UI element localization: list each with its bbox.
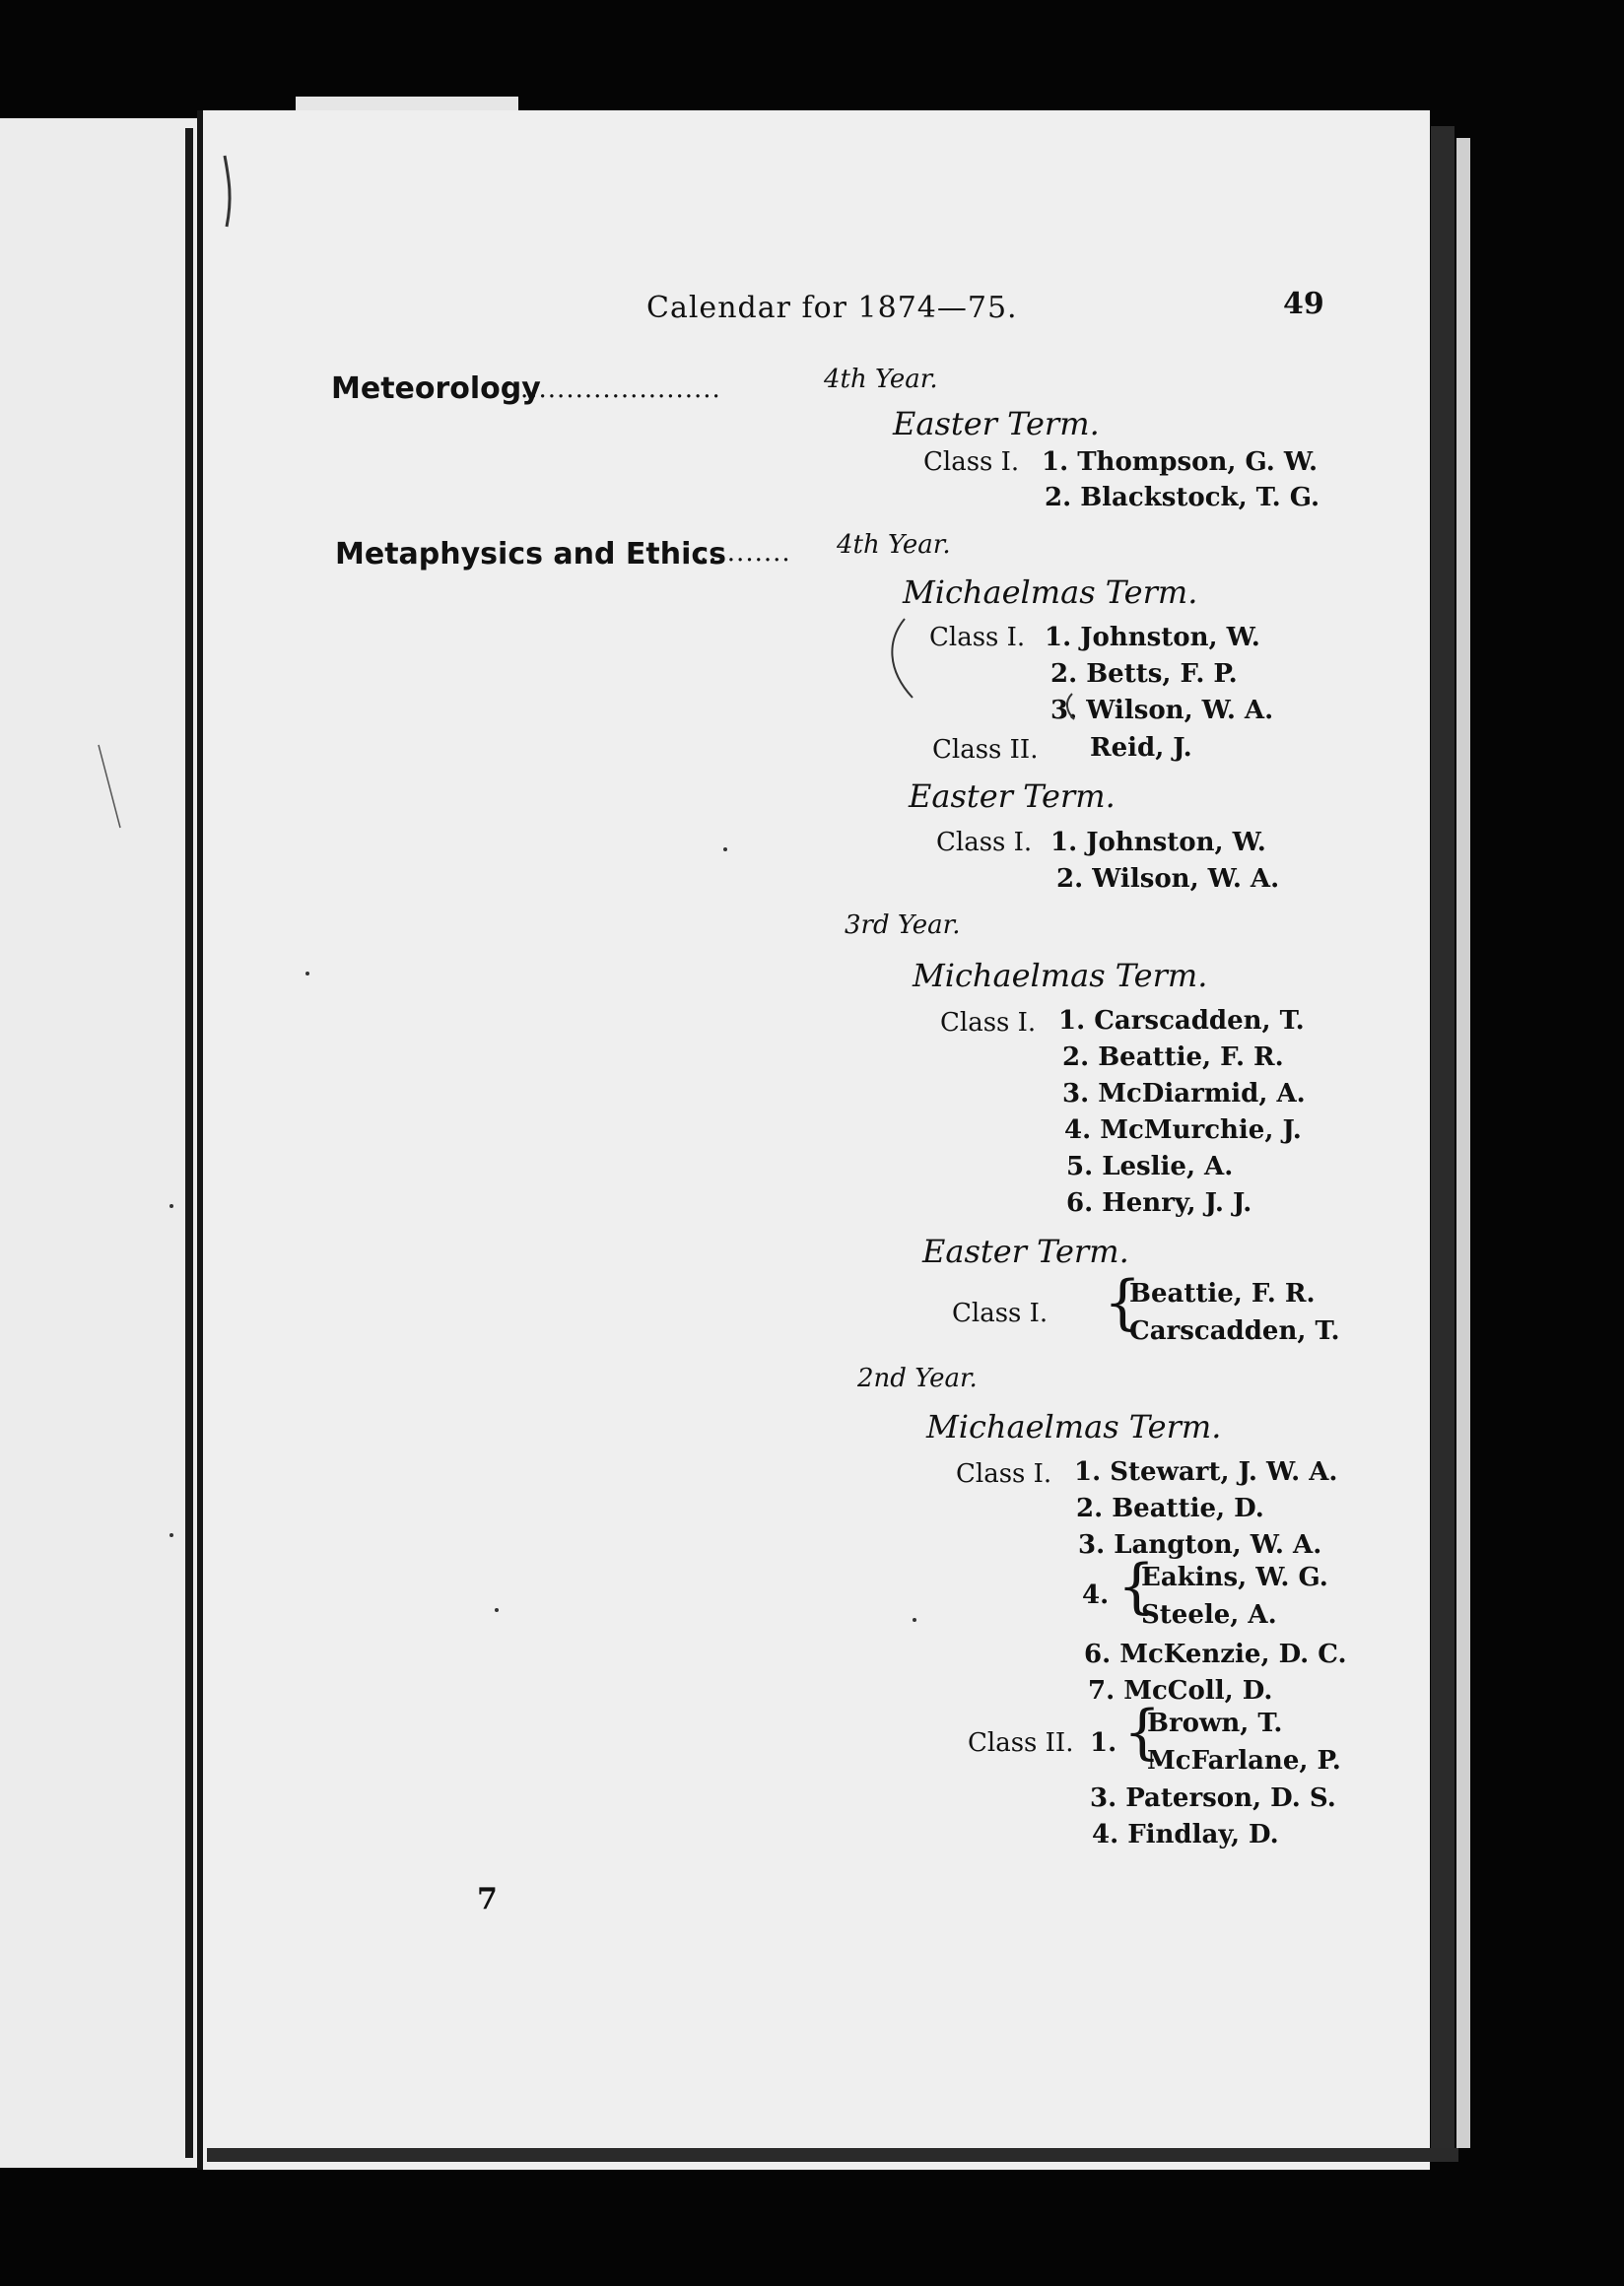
class-label: Class I. bbox=[952, 1299, 1049, 1328]
list-item: 3. McDiarmid, A. bbox=[1062, 1079, 1306, 1109]
list-item: Carscadden, T. bbox=[1129, 1316, 1340, 1346]
leader-dots: ...................... bbox=[520, 374, 721, 404]
speck bbox=[495, 1608, 499, 1612]
year-label: 4th Year. bbox=[824, 365, 938, 394]
list-item: 1. Thompson, G. W. bbox=[1042, 447, 1319, 477]
list-item: 1. Johnston, W. bbox=[1050, 828, 1266, 857]
term-label: Michaelmas Term. bbox=[903, 573, 1198, 611]
class-label: Class I. bbox=[956, 1459, 1052, 1489]
list-item: 5. Leslie, A. bbox=[1066, 1152, 1234, 1181]
speck bbox=[913, 1618, 916, 1622]
list-item: 3. Wilson, W. A. bbox=[1050, 696, 1274, 725]
list-item: 6. Henry, J. J. bbox=[1066, 1188, 1252, 1218]
tie-number: 1. bbox=[1090, 1728, 1117, 1758]
list-item: 1. Johnston, W. bbox=[1045, 623, 1260, 652]
running-title: Calendar for 1874—75. bbox=[646, 291, 1018, 325]
list-item: 2. Betts, F. P. bbox=[1050, 659, 1238, 689]
class-label: Class II. bbox=[932, 735, 1039, 765]
list-item: McFarlane, P. bbox=[1147, 1746, 1341, 1776]
list-item: Reid, J. bbox=[1090, 733, 1192, 763]
brace-icon: { bbox=[1104, 1268, 1142, 1337]
class-label: Class I. bbox=[936, 828, 1033, 857]
list-item: 7. McColl, D. bbox=[1088, 1676, 1273, 1706]
list-item: 2. Beattie, D. bbox=[1076, 1494, 1264, 1523]
class-label: Class I. bbox=[929, 623, 1026, 652]
class-label: Class I. bbox=[940, 1008, 1037, 1038]
list-item: 6. McKenzie, D. C. bbox=[1084, 1640, 1347, 1669]
term-label: Easter Term. bbox=[909, 777, 1116, 815]
term-label: Michaelmas Term. bbox=[913, 957, 1208, 994]
list-item: 3. Langton, W. A. bbox=[1078, 1530, 1322, 1560]
signature-mark: 7 bbox=[477, 1882, 498, 1916]
speck bbox=[305, 972, 309, 975]
list-item: Brown, T. bbox=[1147, 1709, 1283, 1738]
class-label: Class II. bbox=[968, 1728, 1074, 1758]
list-item: 1. Carscadden, T. bbox=[1058, 1006, 1305, 1036]
term-label: Easter Term. bbox=[893, 405, 1100, 442]
list-item: 3. Paterson, D. S. bbox=[1090, 1783, 1336, 1813]
speck bbox=[723, 847, 727, 851]
year-label: 4th Year. bbox=[837, 530, 951, 560]
list-item: Eakins, W. G. bbox=[1141, 1563, 1328, 1592]
list-item: 4. Findlay, D. bbox=[1092, 1820, 1279, 1849]
subject-meteorology: Meteorology bbox=[331, 371, 541, 406]
list-item: 1. Stewart, J. W. A. bbox=[1074, 1457, 1338, 1487]
list-item: 2. Beattie, F. R. bbox=[1062, 1042, 1284, 1072]
speck bbox=[169, 1204, 173, 1208]
year-label: 2nd Year. bbox=[857, 1364, 978, 1393]
list-item: 2. Wilson, W. A. bbox=[1056, 864, 1280, 894]
list-item: Steele, A. bbox=[1141, 1600, 1277, 1630]
leader-dots: .......... bbox=[700, 538, 791, 568]
subject-metaphysics-ethics: Metaphysics and Ethics bbox=[335, 537, 727, 572]
term-label: Easter Term. bbox=[922, 1233, 1129, 1270]
page-number: 49 bbox=[1283, 287, 1324, 321]
speck bbox=[169, 1533, 173, 1537]
year-label: 3rd Year. bbox=[845, 910, 961, 940]
brace-icon: { bbox=[1117, 1552, 1156, 1621]
list-item: 2. Blackstock, T. G. bbox=[1045, 483, 1320, 512]
list-item: Beattie, F. R. bbox=[1129, 1279, 1316, 1309]
term-label: Michaelmas Term. bbox=[926, 1408, 1222, 1446]
brace-icon: { bbox=[1123, 1698, 1162, 1767]
tie-number: 4. bbox=[1082, 1580, 1110, 1610]
list-item: 4. McMurchie, J. bbox=[1064, 1115, 1302, 1145]
class-label: Class I. bbox=[923, 447, 1020, 477]
